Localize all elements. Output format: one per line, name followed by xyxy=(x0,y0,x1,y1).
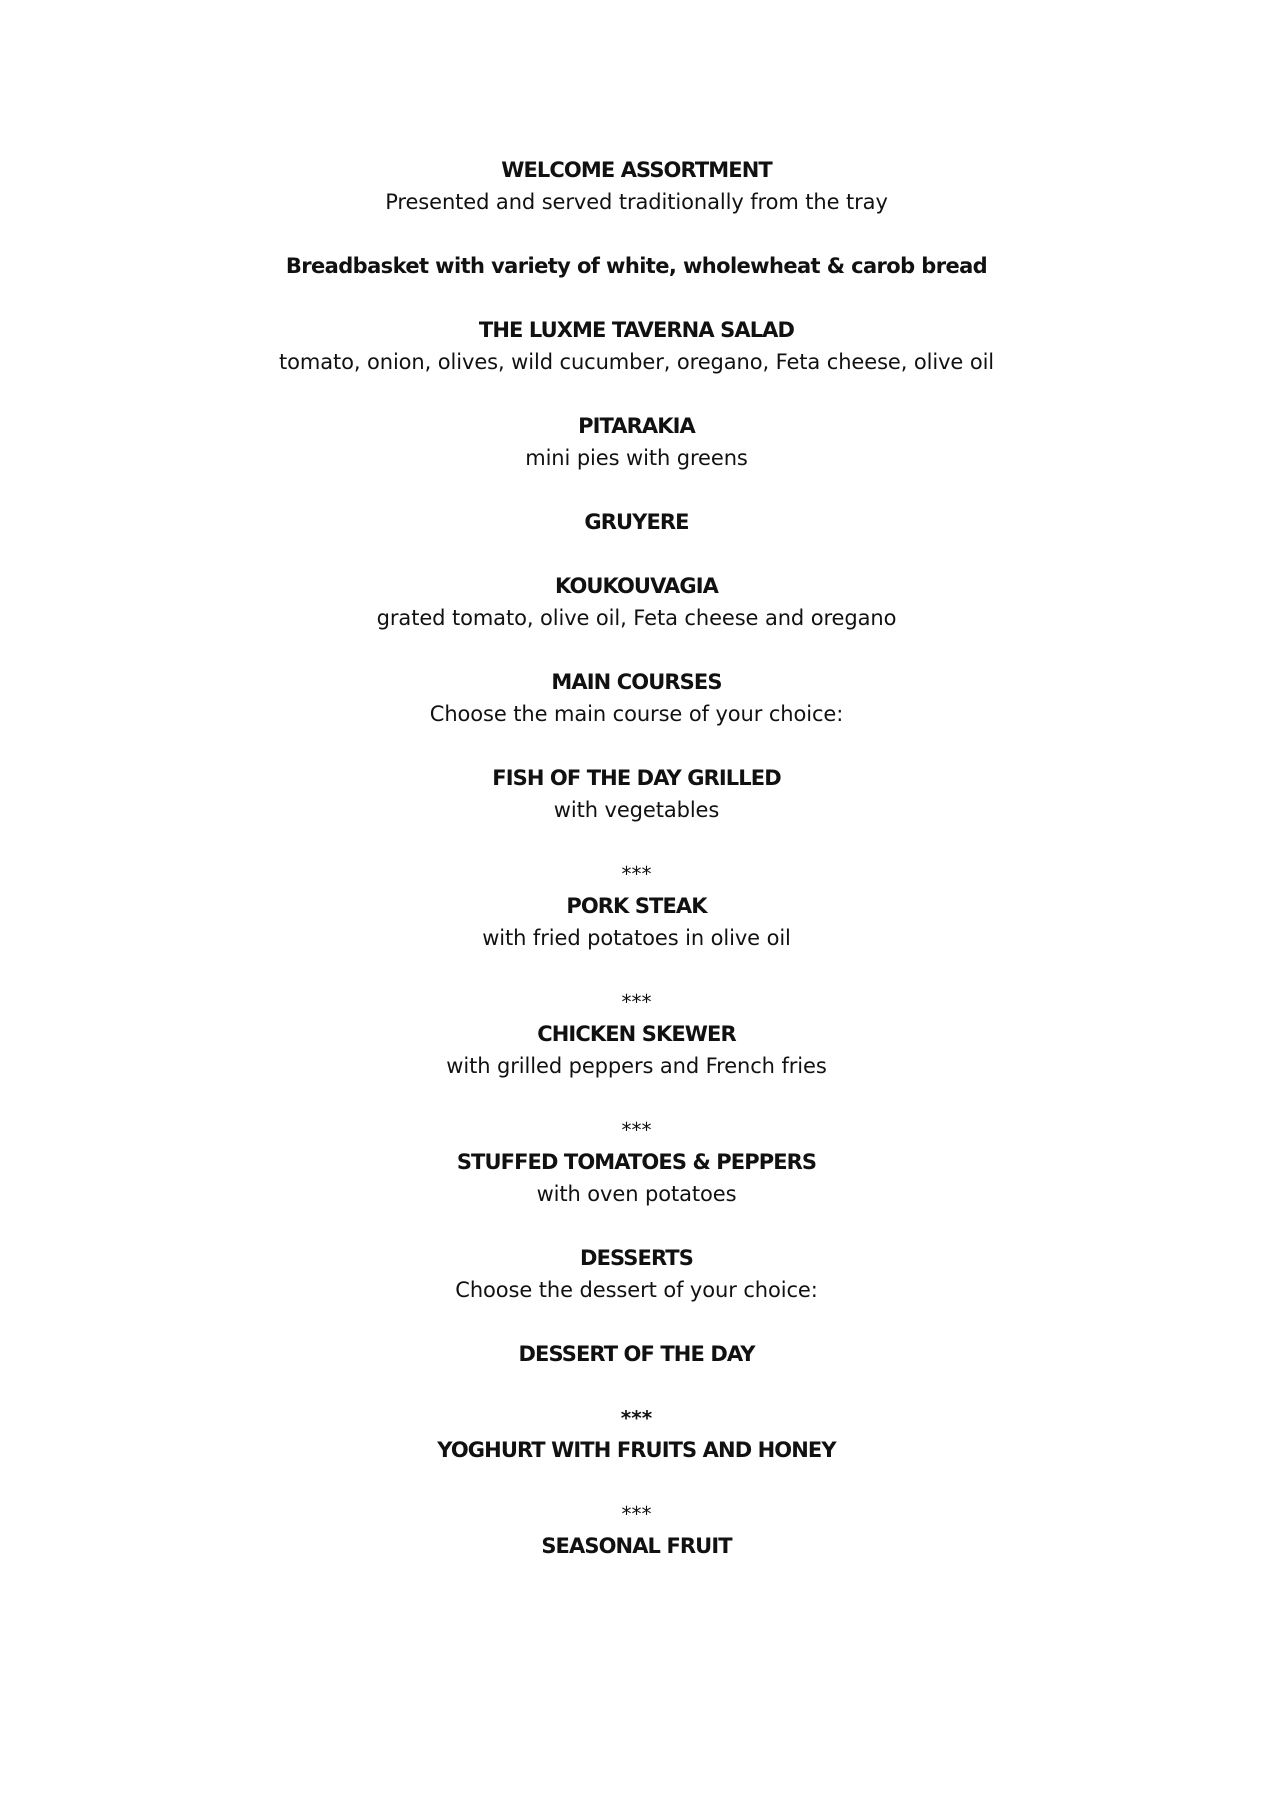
dish-title: PORK STEAK xyxy=(566,894,707,918)
spacer xyxy=(0,634,1273,666)
spacer xyxy=(0,538,1273,570)
salad-section xyxy=(0,314,1273,378)
main-course-item xyxy=(0,762,1273,826)
main-course-item xyxy=(0,890,1273,954)
separator: *** xyxy=(620,1406,653,1430)
dish-description: with oven potatoes xyxy=(536,1182,737,1206)
dish-title: KOUKOUVAGIA xyxy=(555,574,718,598)
separator: *** xyxy=(621,990,652,1014)
dish-title: THE LUXME TAVERNA SALAD xyxy=(478,318,795,342)
separator: *** xyxy=(621,1118,652,1142)
koukouvagia-section xyxy=(0,570,1273,634)
desserts-section xyxy=(0,1242,1273,1562)
section-description: Choose the main course of your choice: xyxy=(429,702,844,726)
main-course-item xyxy=(0,1018,1273,1082)
dish-title: STUFFED TOMATOES & PEPPERS xyxy=(456,1150,817,1174)
dish-description: with vegetables xyxy=(553,798,720,822)
spacer xyxy=(0,730,1273,762)
dessert-item xyxy=(0,1338,1273,1370)
dessert-title: YOGHURT WITH FRUITS AND HONEY xyxy=(437,1438,836,1462)
section-description: Presented and served traditionally from the tray xyxy=(385,190,888,214)
spacer xyxy=(0,218,1273,250)
spacer xyxy=(0,954,1273,986)
dish-description: tomato, onion, olives, wild cucumber, oregano, Feta cheese, olive oil xyxy=(278,350,995,374)
separator: *** xyxy=(621,1502,652,1526)
spacer xyxy=(0,474,1273,506)
gruyere-section xyxy=(0,506,1273,538)
spacer xyxy=(0,1082,1273,1114)
section-title: DESSERTS xyxy=(580,1246,693,1270)
pitarakia-section xyxy=(0,410,1273,474)
dish-title: PITARAKIA xyxy=(578,414,695,438)
welcome-section xyxy=(0,154,1273,218)
dessert-item xyxy=(0,1530,1273,1562)
spacer xyxy=(0,826,1273,858)
section-title: Breadbasket with variety of white, wholewheat & carob bread xyxy=(285,254,988,278)
spacer xyxy=(0,1466,1273,1498)
dish-description: with grilled peppers and French fries xyxy=(446,1054,827,1078)
bread-section xyxy=(0,250,1273,282)
dish-description: with fried potatoes in olive oil xyxy=(482,926,791,950)
section-title: MAIN COURSES xyxy=(551,670,722,694)
dish-description: mini pies with greens xyxy=(525,446,748,470)
spacer xyxy=(0,1210,1273,1242)
section-description: Choose the dessert of your choice: xyxy=(455,1278,818,1302)
section-title: WELCOME ASSORTMENT xyxy=(501,158,772,182)
dessert-title: SEASONAL FRUIT xyxy=(541,1534,732,1558)
dish-title: FISH OF THE DAY GRILLED xyxy=(492,766,781,790)
dish-title: CHICKEN SKEWER xyxy=(537,1022,736,1046)
main-courses-section xyxy=(0,666,1273,1210)
spacer xyxy=(0,1306,1273,1338)
spacer xyxy=(0,378,1273,410)
dessert-title: DESSERT OF THE DAY xyxy=(518,1342,755,1366)
dish-description: grated tomato, olive oil, Feta cheese and oregano xyxy=(376,606,897,630)
dessert-item xyxy=(0,1434,1273,1466)
spacer xyxy=(0,1370,1273,1402)
main-course-item xyxy=(0,1146,1273,1210)
separator: *** xyxy=(621,862,652,886)
menu-page xyxy=(0,154,1273,1562)
dish-title: GRUYERE xyxy=(584,510,689,534)
spacer xyxy=(0,282,1273,314)
